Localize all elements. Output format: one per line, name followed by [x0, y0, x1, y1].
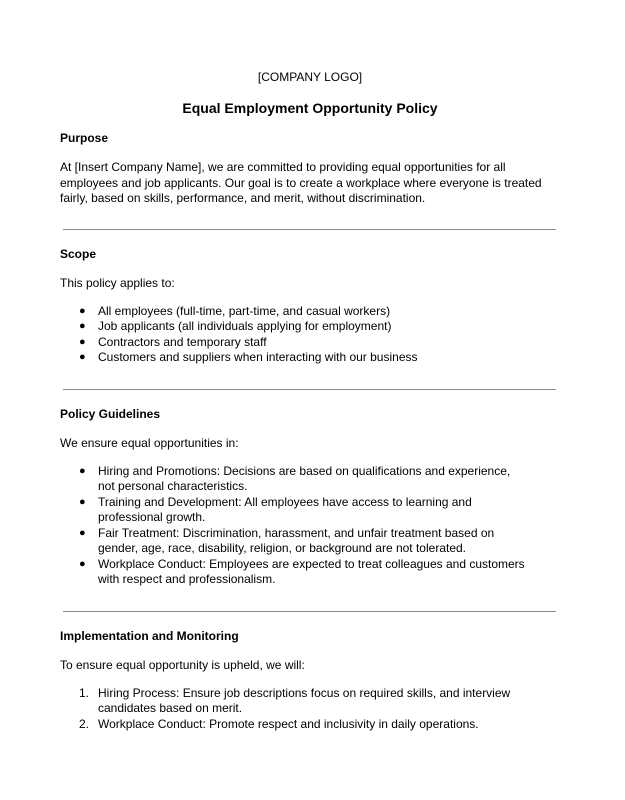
- implementation-section: [60, 629, 560, 732]
- implementation-list: [60, 686, 520, 733]
- list-item-text: Hiring and Promotions: Decisions are based on qualifications and experience, not personal characteristics.: [98, 463, 511, 493]
- list-item: [60, 350, 560, 366]
- bullet-icon: ●: [79, 335, 86, 348]
- bullet-icon: ●: [79, 557, 86, 570]
- list-item-text: Workplace Conduct: Promote respect and inclusivity in daily operations.: [98, 716, 479, 731]
- guidelines-section: [60, 407, 560, 588]
- list-item-text: Job applicants (all individuals applying for employment): [98, 319, 392, 333]
- guidelines-list: [60, 464, 530, 588]
- list-item: [60, 526, 530, 557]
- section-divider: [63, 389, 556, 390]
- list-item-text: Workplace Conduct: Employees are expected to treat colleagues and customers with respect and professionalism.: [98, 556, 525, 586]
- document-title: Equal Employment Opportunity Policy: [182, 100, 438, 116]
- bullet-icon: ●: [79, 304, 86, 317]
- company-logo-placeholder: [COMPANY LOGO]: [257, 70, 363, 84]
- bullet-icon: ●: [79, 495, 86, 508]
- bullet-icon: ●: [79, 526, 86, 539]
- list-item: [60, 717, 520, 733]
- list-item: [60, 464, 530, 495]
- purpose-paragraph: At [Insert Company Name], we are committed to providing equal opportunities for all employees and job applicants. Our goal is to create a workplace where everyone is treated fairly, based on skills, performance, and merit, without discrimination.: [60, 160, 542, 205]
- bullet-icon: ●: [79, 464, 86, 477]
- list-item-text: Hiring Process: Ensure job descriptions focus on required skills, and interview candidates based on merit.: [98, 685, 511, 715]
- list-item-text: Customers and suppliers when interacting with our business: [98, 350, 418, 364]
- bullet-icon: ●: [79, 351, 86, 363]
- implementation-heading: Implementation and Monitoring: [60, 629, 239, 643]
- section-divider: [63, 611, 556, 612]
- scope-heading: Scope: [60, 247, 97, 261]
- scope-intro: This policy applies to:: [60, 276, 175, 290]
- list-item: [60, 686, 520, 717]
- list-item-text: Training and Development: All employees have access to learning and professional growth.: [98, 494, 472, 524]
- list-number: 2.: [79, 716, 90, 731]
- scope-list: [60, 304, 560, 366]
- list-item-text: Fair Treatment: Discrimination, harassment, and unfair treatment based on gender, age, race, disability, religion, or background are not tolerated.: [98, 525, 495, 555]
- list-item: [60, 304, 560, 320]
- list-item-text: Contractors and temporary staff: [98, 334, 267, 349]
- section-divider: [63, 229, 556, 230]
- guidelines-intro: We ensure equal opportunities in:: [60, 436, 239, 450]
- list-item: [60, 495, 530, 526]
- scope-section: [60, 247, 560, 366]
- implementation-intro: To ensure equal opportunity is upheld, we will:: [60, 658, 305, 672]
- list-item-text: All employees (full-time, part-time, and casual workers): [98, 303, 391, 318]
- bullet-icon: ●: [79, 320, 86, 332]
- list-number: 1.: [79, 685, 90, 700]
- list-item: [60, 557, 530, 588]
- list-item: [60, 319, 560, 335]
- guidelines-heading: Policy Guidelines: [60, 407, 161, 421]
- list-item: [60, 335, 560, 351]
- purpose-heading: Purpose: [60, 131, 109, 145]
- purpose-section: [60, 131, 560, 207]
